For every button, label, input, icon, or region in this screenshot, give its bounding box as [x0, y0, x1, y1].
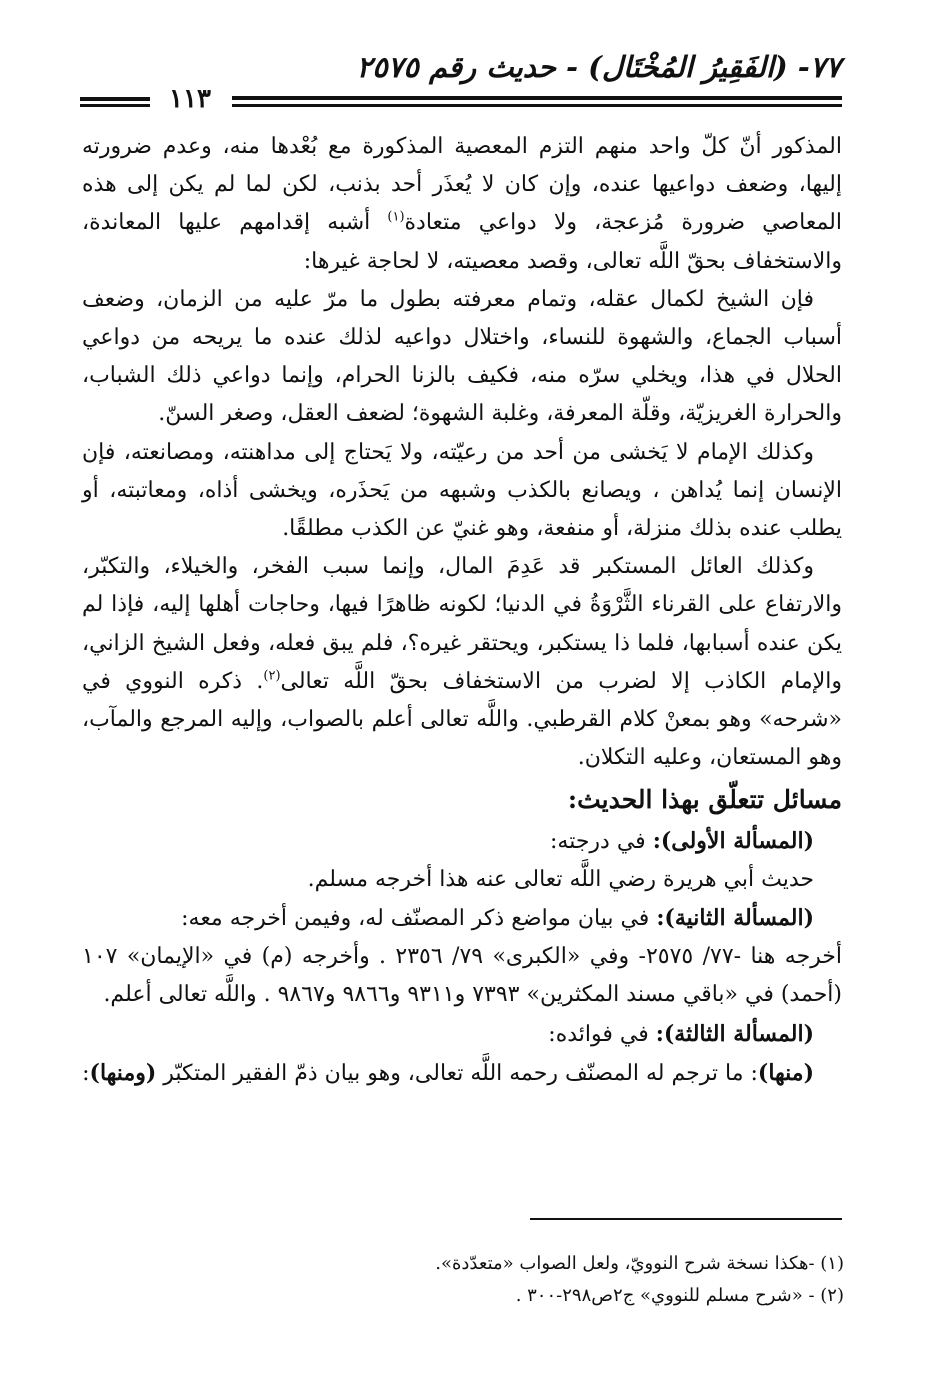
paragraph: وكذلك الإمام لا يَخشى من أحد من رعيّته، ولا يَحتاج إلى مداهنته، ومصانعته، فإن الإنسان إنما يُداهن ، ويصانع بالكذب وشبهه من يَحذَره، ويخشى أذاه، ومعاتبته، أو يطلب عنده بذلك منزلة، أو منفعة، وهو غنيّ عن الكذب مطلقًا. [82, 439, 842, 542]
running-header-title: ٧٧- (الفَقِيرُ المُخْتَال) - حديث رقم ٢٥٧٥ [356, 50, 841, 84]
header-rule [232, 96, 842, 100]
footnote-divider [530, 1218, 842, 1220]
paragraph: أخرجه هنا -٧٧/ ٢٥٧٥- وفي «الكبرى» ٧٩/ ٢٣٥٦ . وأخرجه (م) في «الإيمان» ١٠٧ (أحمد) في «باقي مسند المكثرين» ٧٣٩٣ و٩٣١١ و٩٨٦٦ و٩٨٦٧ . واللَّه تعالى أعلم. [82, 944, 843, 1008]
footnote: (١) -هكذا نسخة شرح النوويّ، ولعل الصواب «متعدّدة». [435, 1253, 844, 1274]
header-rule [80, 97, 150, 101]
paragraph: (منها): ما ترجم له المصنّف رحمه اللَّه تعالى، وهو بيان ذمّ الفقير المتكبّر (ومنها): [82, 1059, 814, 1086]
footnotes [82, 1248, 844, 1312]
header-rule [80, 104, 150, 107]
footnote: (٢) - «شرح مسلم للنووي» ج٢ص٢٩٨-٣٠٠ . [515, 1285, 844, 1306]
header-rule [232, 104, 842, 107]
footnote-ref[interactable]: (١) [387, 210, 405, 226]
main-text [82, 128, 842, 1093]
footnote-ref[interactable]: (٢) [263, 668, 281, 684]
page-number: ١١٣ [169, 84, 211, 114]
paragraph: فإن الشيخ لكمال عقله، وتمام معرفته بطول ما مرّ عليه من الزمان، وضعف أسباب الجماع، والشهوة للنساء، واختلال دواعيه لذلك عنده ما يريحه من دواعي الحلال في هذا، ويخلي سرّه منه، فكيف بالزنا الحرام، وإنما دواعي ذلك الشباب، والحرارة الغريزيّة، وقلّة المعرفة، وغلبة الشهوة؛ لضعف العقل، وصغر السنّ. [82, 286, 842, 427]
paragraph: حديث أبي هريرة رضي اللَّه تعالى عنه هذا أخرجه مسلم. [307, 866, 814, 892]
paragraph: وكذلك العائل المستكبر قد عَدِمَ المال، وإنما سبب الفخر، والخيلاء، والتكبّر، والارتفاع على القرناء الثَّرْوَةُ في الدنيا؛ لكونه ظاهرًا فيها، وحاجات أهلها إليه، فإذا لم يكن عنده أسبابها، فلما ذا يستكبر، ويحتقر غيره؟، فلم يبق فعله، وفعل الشيخ الزاني، والإمام الكاذب إلا لضرب من الاستخفاف بحقّ اللَّه تعالى$^{(٢)}$. ذكره النووي في «شرحه» وهو بمعنْ كلام القرطبي. واللَّه تعالى أعلم بالصواب، وإليه المرجع والمآب، وهو المستعان، وعليه التكلان. [82, 554, 842, 771]
issue-heading: (المسألة الثانية): في بيان مواضع ذكر المصنّف له، وفيمن أخرجه معه: [181, 905, 814, 932]
issue-heading: (المسألة الثالثة): في فوائده: [548, 1020, 814, 1047]
issue-heading: (المسألة الأولى): في درجته: [549, 827, 814, 854]
paragraph: المذكور أنّ كلّ واحد منهم التزم المعصية المذكورة مع بُعْدها منه، وعدم ضرورته إليها، وضعف دواعيها عنده، وإن كان لا يُعذَر أحد بذنب، لكن لما لم يكن إلى هذه المعاصي ضرورة مُزعجة، ولا دواعي متعادة$^{(١)}$ أشبه إقدامهم عليها المعاندة، والاستخفاف بحقّ اللَّه تعالى، وقصد معصيته، لا لحاجة غيرها: [82, 134, 842, 274]
section-heading: مسائل تتعلّق بهذا الحديث: [567, 785, 842, 815]
